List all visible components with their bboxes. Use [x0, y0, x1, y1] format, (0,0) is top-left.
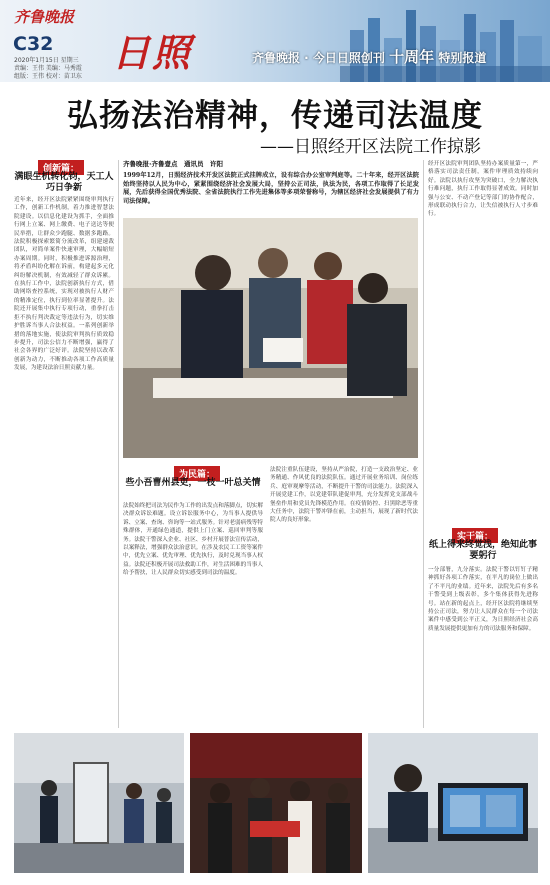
- column-divider: [423, 160, 424, 728]
- section-kicker: 创新篇：: [38, 160, 84, 175]
- ribbon-right-text: 特别报道: [438, 51, 487, 65]
- photo-illustration: [123, 218, 418, 458]
- photo-security-checkpoint: [14, 733, 184, 873]
- article-column-1: 近年来，经开区法院紧紧围绕审判执行工作，创新工作机制，着力推进智慧法院建设。以信息化建设为抓手，全面推行网上立案、网上缴费、电子送达等便民举措，让群众少跑腿、数据多跑路。法院积极探索繁简分流改革，组建速裁团队，对简单案件快速审理，大幅缩短办案周期。同时，积极推进诉源治理，将矛盾纠纷化解在诉前，构建起多元化纠纷解决机制，有效减轻了群众诉累。在执行工作中，法院创新执行方式，借助网络查控系统，实现对被执行人财产的精准定位，执行到位率显著提升。法院还开展集中执行专项行动，重拳打击拒不执行判决裁定等违法行为，切实维护胜诉当事人合法权益。一系列创新举措的落地实施，使法院审判执行质效稳步提升，司法公信力不断增强，赢得了社会各界的广泛好评。法院坚持以改革创新为动力，不断推动各项工作高质量发展，为建设法治日照贡献力量。: [14, 197, 114, 372]
- lead-paragraph: 1999年12月，日照经济技术开发区法院正式挂牌成立，设有综合办公室审判庭等。二十年来，经开区法院始终坚持以人民为中心，紧紧围绕经济社会发展大局，坚持公正司法，执法为民，各项工作取得了长足发展，先后获得全国优秀法院、全省法院执行工作先进集体等多项荣誉称号，为辖区经济社会发展提供了有力司法保障。: [123, 172, 419, 205]
- section-title-innovation: 满眼生机转化钧，天工人巧日争新: [14, 172, 114, 193]
- article-column-5: 一分部署，九分落实。法院干警以钉钉子精神抓好各项工作落实，在平凡的岗位上做出了不平凡的业绩。近年来，法院先后有多名干警受到上级表彰，多个集体获得先进称号。站在新的起点上，经开区法院将继续坚持公正司法，努力让人民群众在每一个司法案件中感受到公平正义，为日照经济社会高质量发展提供更加有力的司法服务和保障。: [428, 567, 538, 632]
- meta-line: 责编：王伟 美编：马秀霞: [14, 65, 82, 72]
- masthead-banner: [0, 0, 550, 82]
- edition-meta: [14, 57, 104, 81]
- city-skyline-illustration: [340, 0, 550, 82]
- anniversary-ribbon: [252, 46, 486, 64]
- lead-box: [123, 160, 419, 212]
- photo-illustration: [368, 733, 538, 873]
- photo-illustration: [14, 733, 184, 873]
- article-column-3: 法院注重队伍建设，坚持从严治院，打造一支政治坚定、业务精通、作风优良的法院队伍。通过开展业务培训、岗位练兵、庭审观摩等活动，不断提升干警的司法能力。法院深入开展党建工作，以党建带队建促审判，充分发挥党支部战斗堡垒作用和党员先锋模范作用。在疫情防控、扫黑除恶等重大任务中，法院干警冲锋在前，主动担当，展现了新时代法院人的良好形象。: [270, 467, 418, 524]
- section-kicker: 为民篇：: [174, 466, 220, 481]
- section-title-people: 些小吾曹州县吏，一枝一叶总关情: [125, 478, 261, 488]
- meta-line: 组版：王伟 校对：苗卫东: [14, 73, 82, 80]
- photo-illustration: [190, 733, 362, 873]
- sub-headline: ——日照经开区法院工作掠影: [260, 137, 481, 157]
- section-title-practice: 纸上得来终觉浅，绝知此事要躬行: [428, 540, 537, 561]
- section-kicker: 实干篇：: [452, 528, 498, 543]
- ribbon-highlight: 十周年: [389, 48, 435, 66]
- main-headline: 弘扬法治精神，传递司法温度: [67, 98, 483, 134]
- main-photo-court-service: [123, 218, 418, 458]
- byline: 齐鲁晚报·齐鲁壹点 通讯员 许阳: [123, 160, 223, 168]
- section-title: 日照: [112, 30, 193, 75]
- newspaper-brand: 齐鲁晚报: [14, 8, 75, 26]
- photo-online-hearing: [368, 733, 538, 873]
- meta-line: 2020年1月15日 星期三: [14, 57, 79, 64]
- ribbon-left-text: 齐鲁晚报 · 今日日照创刊: [252, 51, 385, 65]
- photo-award-ceremony: [190, 733, 362, 873]
- article-column-2: 法院始终把司法为民作为工作的出发点和落脚点，切实解决群众诉讼难题。设立诉讼服务中心，为当事人提供导诉、立案、查询、咨询等一站式服务。针对老弱病残等特殊群体，开通绿色通道，提供上门立案、巡回审判等服务。法院干警深入企业、社区、乡村开展普法宣传活动，以案释法，增强群众法治意识。在涉及农民工工资等案件中，优先立案、优先审理、优先执行，及时兑现当事人权益。法院还积极开展司法救助工作，对生活困难的当事人给予帮扶，让人民群众切实感受到司法的温度。: [123, 503, 263, 577]
- page-number: C32: [13, 33, 54, 55]
- column-divider: [118, 160, 119, 728]
- article-column-4: 经开区法院审判团队坚持办案质量第一，严格落实司法责任制，案件审理质效持续向好。法院以执行攻坚为突破口，全力解决执行难问题，执行工作取得显著成效。同时加强与公安、不动产登记等部门的协作配合，形成联动执行合力，让失信被执行人寸步难行。: [428, 161, 538, 218]
